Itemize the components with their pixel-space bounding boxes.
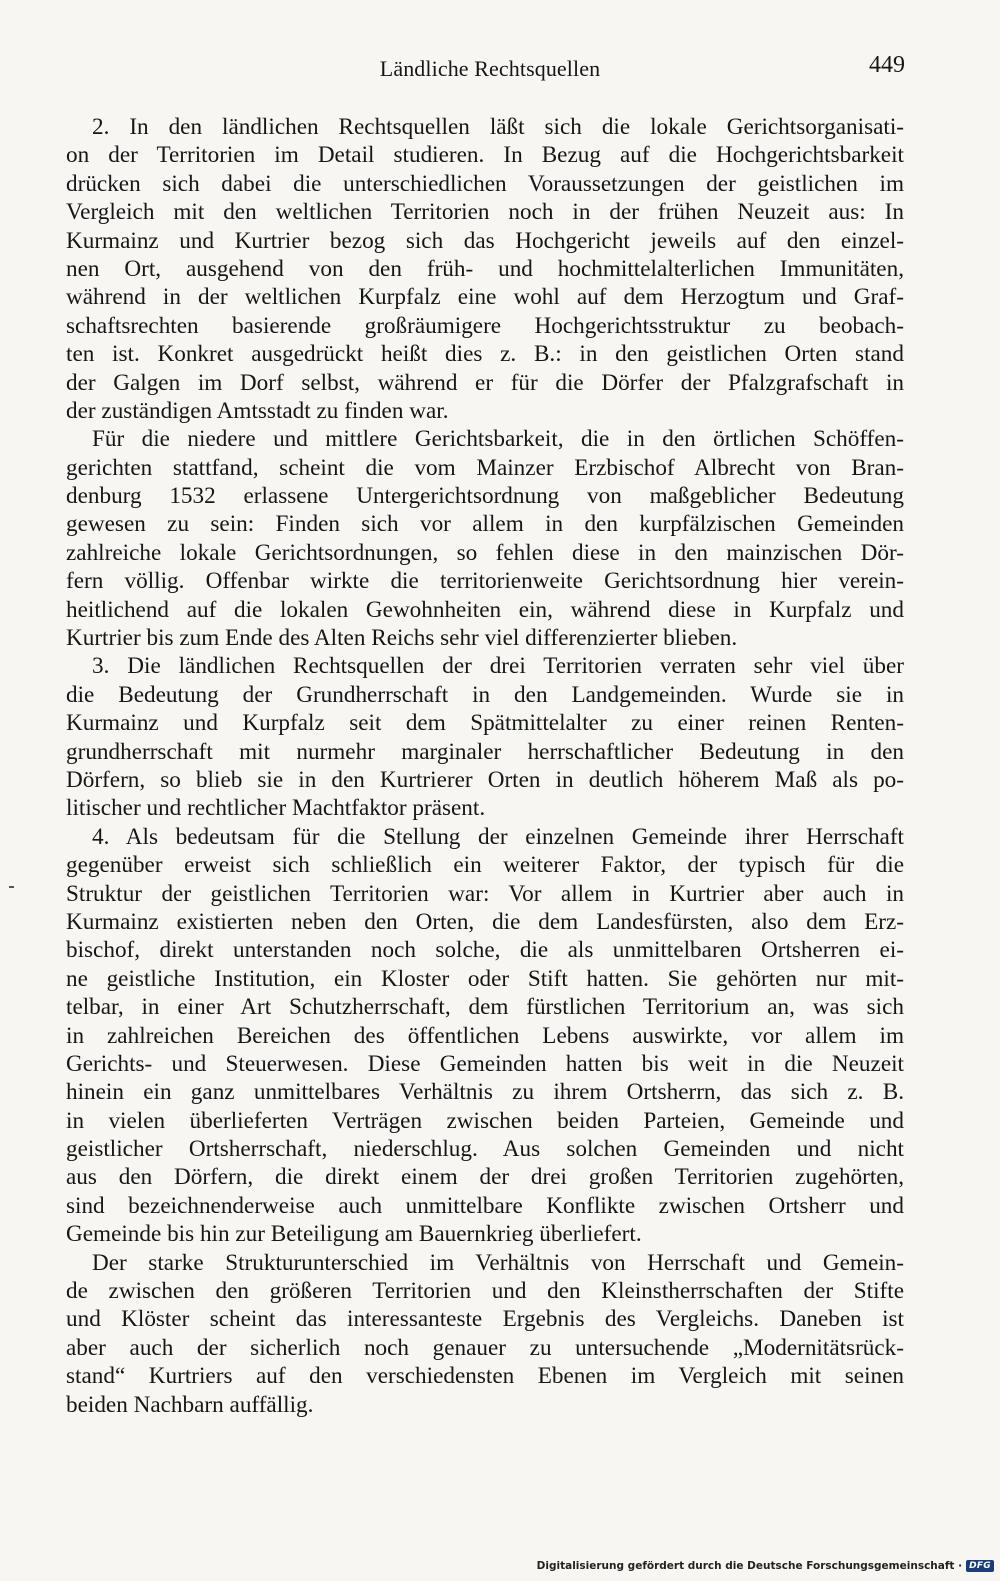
text-line: Gemeinde bis hin zur Beteiligung am Bauernkrieg überliefert. <box>66 1221 642 1248</box>
text-line: Der starke Strukturunterschied im Verhältnis von Herrschaft und Gemein- <box>92 1249 904 1276</box>
margin-mark <box>9 886 14 888</box>
text-line: drücken sich dabei die unterschiedlichen Voraussetzungen der geistlichen im <box>66 170 904 197</box>
text-line: heitlichend auf die lokalen Gewohnheiten ein, während diese in Kurpfalz und <box>66 596 904 623</box>
text-line: Gerichts- und Steuerwesen. Diese Gemeinden hatten bis weit in die Neuzeit <box>66 1050 904 1077</box>
text-line: Struktur der geistlichen Territorien war: Vor allem in Kurtrier aber auch in <box>66 880 904 907</box>
text-line: aus den Dörfern, die direkt einem der drei großen Territorien zugehörten, <box>66 1164 904 1191</box>
text-line: grundherrschaft mit nurmehr marginaler herrschaftlicher Bedeutung in den <box>66 738 904 765</box>
text-line: und Klöster scheint das interessanteste Ergebnis des Vergleichs. Daneben ist <box>66 1306 904 1333</box>
body-text <box>66 113 904 1419</box>
text-line: gegenüber erweist sich schließlich ein weiterer Faktor, der typisch für die <box>66 852 904 879</box>
credit-text: Digitalisierung gefördert durch die Deutsche Forschungsgemeinschaft · <box>536 1560 963 1572</box>
text-line: der Galgen im Dorf selbst, während er für die Dörfer der Pfalzgrafschaft in <box>66 369 904 396</box>
text-line: Kurmainz und Kurtrier bezog sich das Hochgericht jeweils auf den einzel- <box>66 227 904 254</box>
text-line: Dörfern, so blieb sie in den Kurtrierer Orten in deutlich höherem Maß als po- <box>66 766 904 793</box>
dfg-logo-icon: DFG <box>966 1560 994 1572</box>
text-line: 2. In den ländlichen Rechtsquellen läßt sich die lokale Gerichtsorganisati- <box>92 114 904 140</box>
text-line: Kurmainz existierten neben den Orten, die dem Landesfürsten, also dem Erz- <box>66 908 904 935</box>
running-head <box>75 52 905 86</box>
running-title: Ländliche Rechtsquellen <box>379 56 601 81</box>
text-line: fern völlig. Offenbar wirkte die territorienweite Gerichtsordnung hier verein- <box>66 568 904 595</box>
text-line: nen Ort, ausgehend von den früh- und hochmittelalterlichen Immunitäten, <box>66 255 904 282</box>
text-line: Für die niedere und mittlere Gerichtsbarkeit, die in den örtlichen Schöffen- <box>92 426 904 453</box>
text-line: de zwischen den größeren Territorien und den Kleinstherrschaften der Stifte <box>66 1278 904 1305</box>
text-line: zahlreiche lokale Gerichtsordnungen, so fehlen diese in den mainzischen Dör- <box>66 539 904 566</box>
text-line: telbar, in einer Art Schutzherrschaft, dem fürstlichen Territorium an, was sich <box>66 994 904 1021</box>
text-line: hinein ein ganz unmittelbares Verhältnis zu ihrem Ortsherrn, das sich z. B. <box>66 1079 904 1106</box>
text-line: litischer und rechtlicher Machtfaktor präsent. <box>66 795 486 822</box>
text-line: geistlicher Ortsherrschaft, niederschlug. Aus solchen Gemeinden und nicht <box>66 1136 904 1163</box>
text-line: stand“ Kurtriers auf den verschiedensten Ebenen im Vergleich mit seinen <box>66 1363 904 1390</box>
text-line: sind bezeichnenderweise auch unmittelbare Konflikte zwischen Ortsherr und <box>66 1192 904 1219</box>
text-line: ten ist. Konkret ausgedrückt heißt dies z. B.: in den geistlichen Orten stand <box>66 341 904 368</box>
text-line: Kurmainz und Kurpfalz seit dem Spätmittelalter zu einer reinen Renten- <box>66 710 904 737</box>
text-line: 3. Die ländlichen Rechtsquellen der drei Territorien verraten sehr viel über <box>92 653 904 680</box>
text-line: aber auch der sicherlich noch genauer zu untersuchende „Modernitätsrück- <box>66 1334 904 1361</box>
text-line: gerichten stattfand, scheint die vom Mainzer Erzbischof Albrecht von Bran- <box>66 454 904 481</box>
text-line: der zuständigen Amtsstadt zu finden war. <box>66 397 449 424</box>
text-line: 4. Als bedeutsam für die Stellung der einzelnen Gemeinde ihrer Herrschaft <box>92 823 904 850</box>
page-number: 449 <box>869 52 905 78</box>
text-line: bischof, direkt unterstanden noch solche, die als unmittelbaren Ortsherren ei- <box>66 937 904 964</box>
text-line: während in der weltlichen Kurpfalz eine wohl auf dem Herzogtum und Graf- <box>66 284 904 311</box>
text-line: ne geistliche Institution, ein Kloster oder Stift hatten. Sie gehörten nur mit- <box>66 965 904 992</box>
text-line: die Bedeutung der Grundherrschaft in den Landgemeinden. Wurde sie in <box>66 681 904 708</box>
text-line: Kurtrier bis zum Ende des Alten Reichs sehr viel differenzierter blieben. <box>66 625 738 652</box>
text-line: in zahlreichen Bereichen des öffentlichen Lebens auswirkte, vor allem im <box>66 1022 904 1049</box>
text-line: on der Territorien im Detail studieren. In Bezug auf die Hochgerichtsbarkeit <box>66 142 904 169</box>
text-line: schaftsrechten basierende großräumigere Hochgerichtsstruktur zu beobach- <box>66 312 904 339</box>
text-line: gewesen zu sein: Finden sich vor allem in den kurpfälzischen Gemeinden <box>66 511 904 538</box>
text-line: Vergleich mit den weltlichen Territorien noch in der frühen Neuzeit aus: In <box>66 199 904 226</box>
digitization-credit <box>537 1557 994 1575</box>
text-line: denburg 1532 erlassene Untergerichtsordnung von maßgeblicher Bedeutung <box>66 483 904 510</box>
text-line: beiden Nachbarn auffällig. <box>66 1391 314 1418</box>
text-line: in vielen überlieferten Verträgen zwischen beiden Parteien, Gemeinde und <box>66 1107 904 1134</box>
